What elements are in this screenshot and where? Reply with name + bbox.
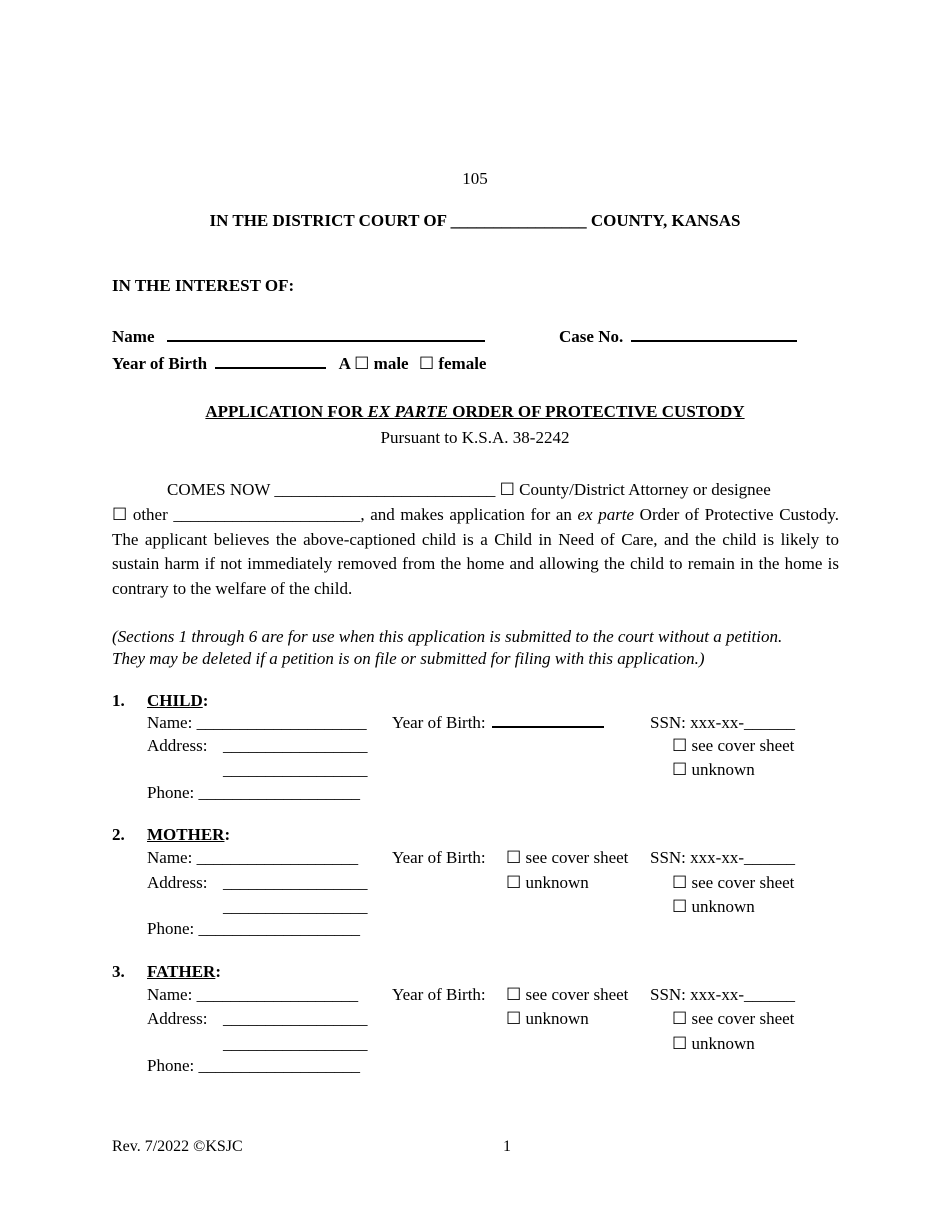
child-yob-row xyxy=(392,713,604,733)
other-option[interactable]: ☐ other xyxy=(112,505,168,524)
ex-parte-text: ex parte xyxy=(577,505,635,524)
phone-label: Phone: xyxy=(147,1056,195,1075)
address-label: Address: xyxy=(147,873,208,892)
case-number-label: Case No. xyxy=(559,327,624,346)
county-blank: ________________ xyxy=(450,211,587,230)
child-ssn: SSN: xxx-xx-______ xyxy=(650,713,795,732)
phone-blank[interactable]: ___________________ xyxy=(198,919,360,938)
court-heading xyxy=(0,211,950,231)
ssn-see-cover-option[interactable]: ☐ see cover sheet xyxy=(672,736,795,755)
address-line-2[interactable]: _________________ xyxy=(223,1034,368,1053)
revision-footer: Rev. 7/2022 ©KSJC xyxy=(112,1138,243,1155)
title-part-3: ORDER OF PROTECTIVE CUSTODY xyxy=(447,402,745,421)
mother-ssn: SSN: xxx-xx-______ xyxy=(650,848,795,867)
caption-yob-row xyxy=(112,354,486,374)
phone-blank[interactable]: ___________________ xyxy=(198,783,360,802)
address-line-1[interactable]: _________________ xyxy=(223,736,368,755)
court-heading-prefix: IN THE DISTRICT COURT OF xyxy=(209,211,447,230)
caption-name-line[interactable] xyxy=(167,339,485,342)
ssn-see-cover-option[interactable]: ☐ see cover sheet xyxy=(672,873,795,892)
other-blank: ______________________ xyxy=(173,505,361,524)
address-label: Address: xyxy=(147,736,208,755)
county-attorney-option[interactable]: ☐ County/District Attorney or designee xyxy=(499,480,771,499)
address-line-1[interactable]: _________________ xyxy=(223,1009,368,1028)
yob-label: Year of Birth: xyxy=(392,985,486,1004)
child-name-row xyxy=(147,713,367,733)
section-heading: MOTHER: xyxy=(147,825,231,844)
phone-label: Phone: xyxy=(147,919,195,938)
caption-name-label: Name xyxy=(112,327,155,346)
male-checkbox[interactable]: ☐ xyxy=(354,354,370,373)
application-title xyxy=(0,402,950,422)
body-line-1 xyxy=(167,480,771,500)
section-number: 2. xyxy=(112,825,125,844)
phone-row xyxy=(147,1056,360,1076)
yob-line[interactable] xyxy=(492,725,604,728)
ssn-see-cover-option[interactable]: ☐ see cover sheet xyxy=(672,1009,795,1028)
yob-label: Year of Birth: xyxy=(392,713,486,732)
case-number-line[interactable] xyxy=(631,339,797,342)
instructions-line-2: They may be deleted if a petition is on file or submitted for filing with this application.) xyxy=(112,649,705,668)
name-label: Name: xyxy=(147,713,193,732)
father-name-row xyxy=(147,985,358,1005)
caption-a-label: A xyxy=(338,354,350,373)
ssn-unknown-option[interactable]: ☐ unknown xyxy=(672,897,755,916)
title-part-2: EX PARTE xyxy=(367,402,448,421)
name-blank[interactable]: ___________________ xyxy=(196,848,359,867)
father-ssn: SSN: xxx-xx-______ xyxy=(650,985,795,1004)
name-blank[interactable]: ____________________ xyxy=(196,713,367,732)
male-label: male xyxy=(373,354,409,373)
phone-label: Phone: xyxy=(147,783,195,802)
female-label: female xyxy=(438,354,487,373)
mother-name-row xyxy=(147,848,358,868)
address-label: Address: xyxy=(147,1009,208,1028)
footer-page-number: 1 xyxy=(503,1138,511,1155)
phone-blank[interactable]: ___________________ xyxy=(198,1056,360,1075)
section-heading-text: CHILD xyxy=(147,691,203,710)
yob-unknown-option[interactable]: ☐ unknown xyxy=(506,1009,589,1028)
section-heading: CHILD: xyxy=(147,691,209,710)
female-checkbox[interactable]: ☐ xyxy=(418,354,435,373)
body-text-3: Order of Protective xyxy=(634,505,774,524)
section-heading-text: MOTHER xyxy=(147,825,225,844)
phone-row xyxy=(147,919,360,939)
section-number: 1. xyxy=(112,691,125,710)
applicant-blank: __________________________ xyxy=(274,480,496,499)
caption-name-row xyxy=(112,327,485,347)
caption-case-row xyxy=(559,327,797,347)
address-line-2[interactable]: _________________ xyxy=(223,760,368,779)
instructions-line-1: (Sections 1 through 6 are for use when this application is submitted to the court without a petition. xyxy=(112,627,783,646)
yob-see-cover-option[interactable]: ☐ see cover sheet xyxy=(506,985,629,1004)
yob-unknown-option[interactable]: ☐ unknown xyxy=(506,873,589,892)
name-label: Name: xyxy=(147,985,193,1004)
statute-subtitle: Pursuant to K.S.A. 38-2242 xyxy=(380,428,570,447)
body-paragraph xyxy=(112,503,839,601)
instructions-note xyxy=(112,626,852,670)
caption-yob-label: Year of Birth xyxy=(112,354,208,373)
name-blank[interactable]: ___________________ xyxy=(196,985,359,1004)
caption-yob-line[interactable] xyxy=(215,366,326,369)
yob-see-cover-option[interactable]: ☐ see cover sheet xyxy=(506,848,629,867)
ssn-unknown-option[interactable]: ☐ unknown xyxy=(672,760,755,779)
address-line-1[interactable]: _________________ xyxy=(223,873,368,892)
name-label: Name: xyxy=(147,848,193,867)
section-number: 3. xyxy=(112,962,125,981)
address-line-2[interactable]: _________________ xyxy=(223,897,368,916)
ssn-unknown-option[interactable]: ☐ unknown xyxy=(672,1034,755,1053)
body-text-rest: Custody. The applicant believes the above-captioned child is a Child in Need of Care, and the child is likely to sustain harm if not immediately removed from the home and allowing the child to remain in the home is contrary to the welfare of the child. xyxy=(112,505,840,598)
section-heading-text: FATHER xyxy=(147,962,216,981)
body-text-2: , and makes application for an xyxy=(360,505,578,524)
interest-of-heading: IN THE INTEREST OF: xyxy=(112,276,295,295)
title-part-1: APPLICATION FOR xyxy=(205,402,368,421)
top-page-number: 105 xyxy=(462,169,488,188)
comes-now-text: COMES NOW xyxy=(167,480,271,499)
phone-row xyxy=(147,783,360,803)
section-heading: FATHER: xyxy=(147,962,221,981)
yob-label: Year of Birth: xyxy=(392,848,486,867)
court-heading-suffix: COUNTY, KANSAS xyxy=(590,211,741,230)
